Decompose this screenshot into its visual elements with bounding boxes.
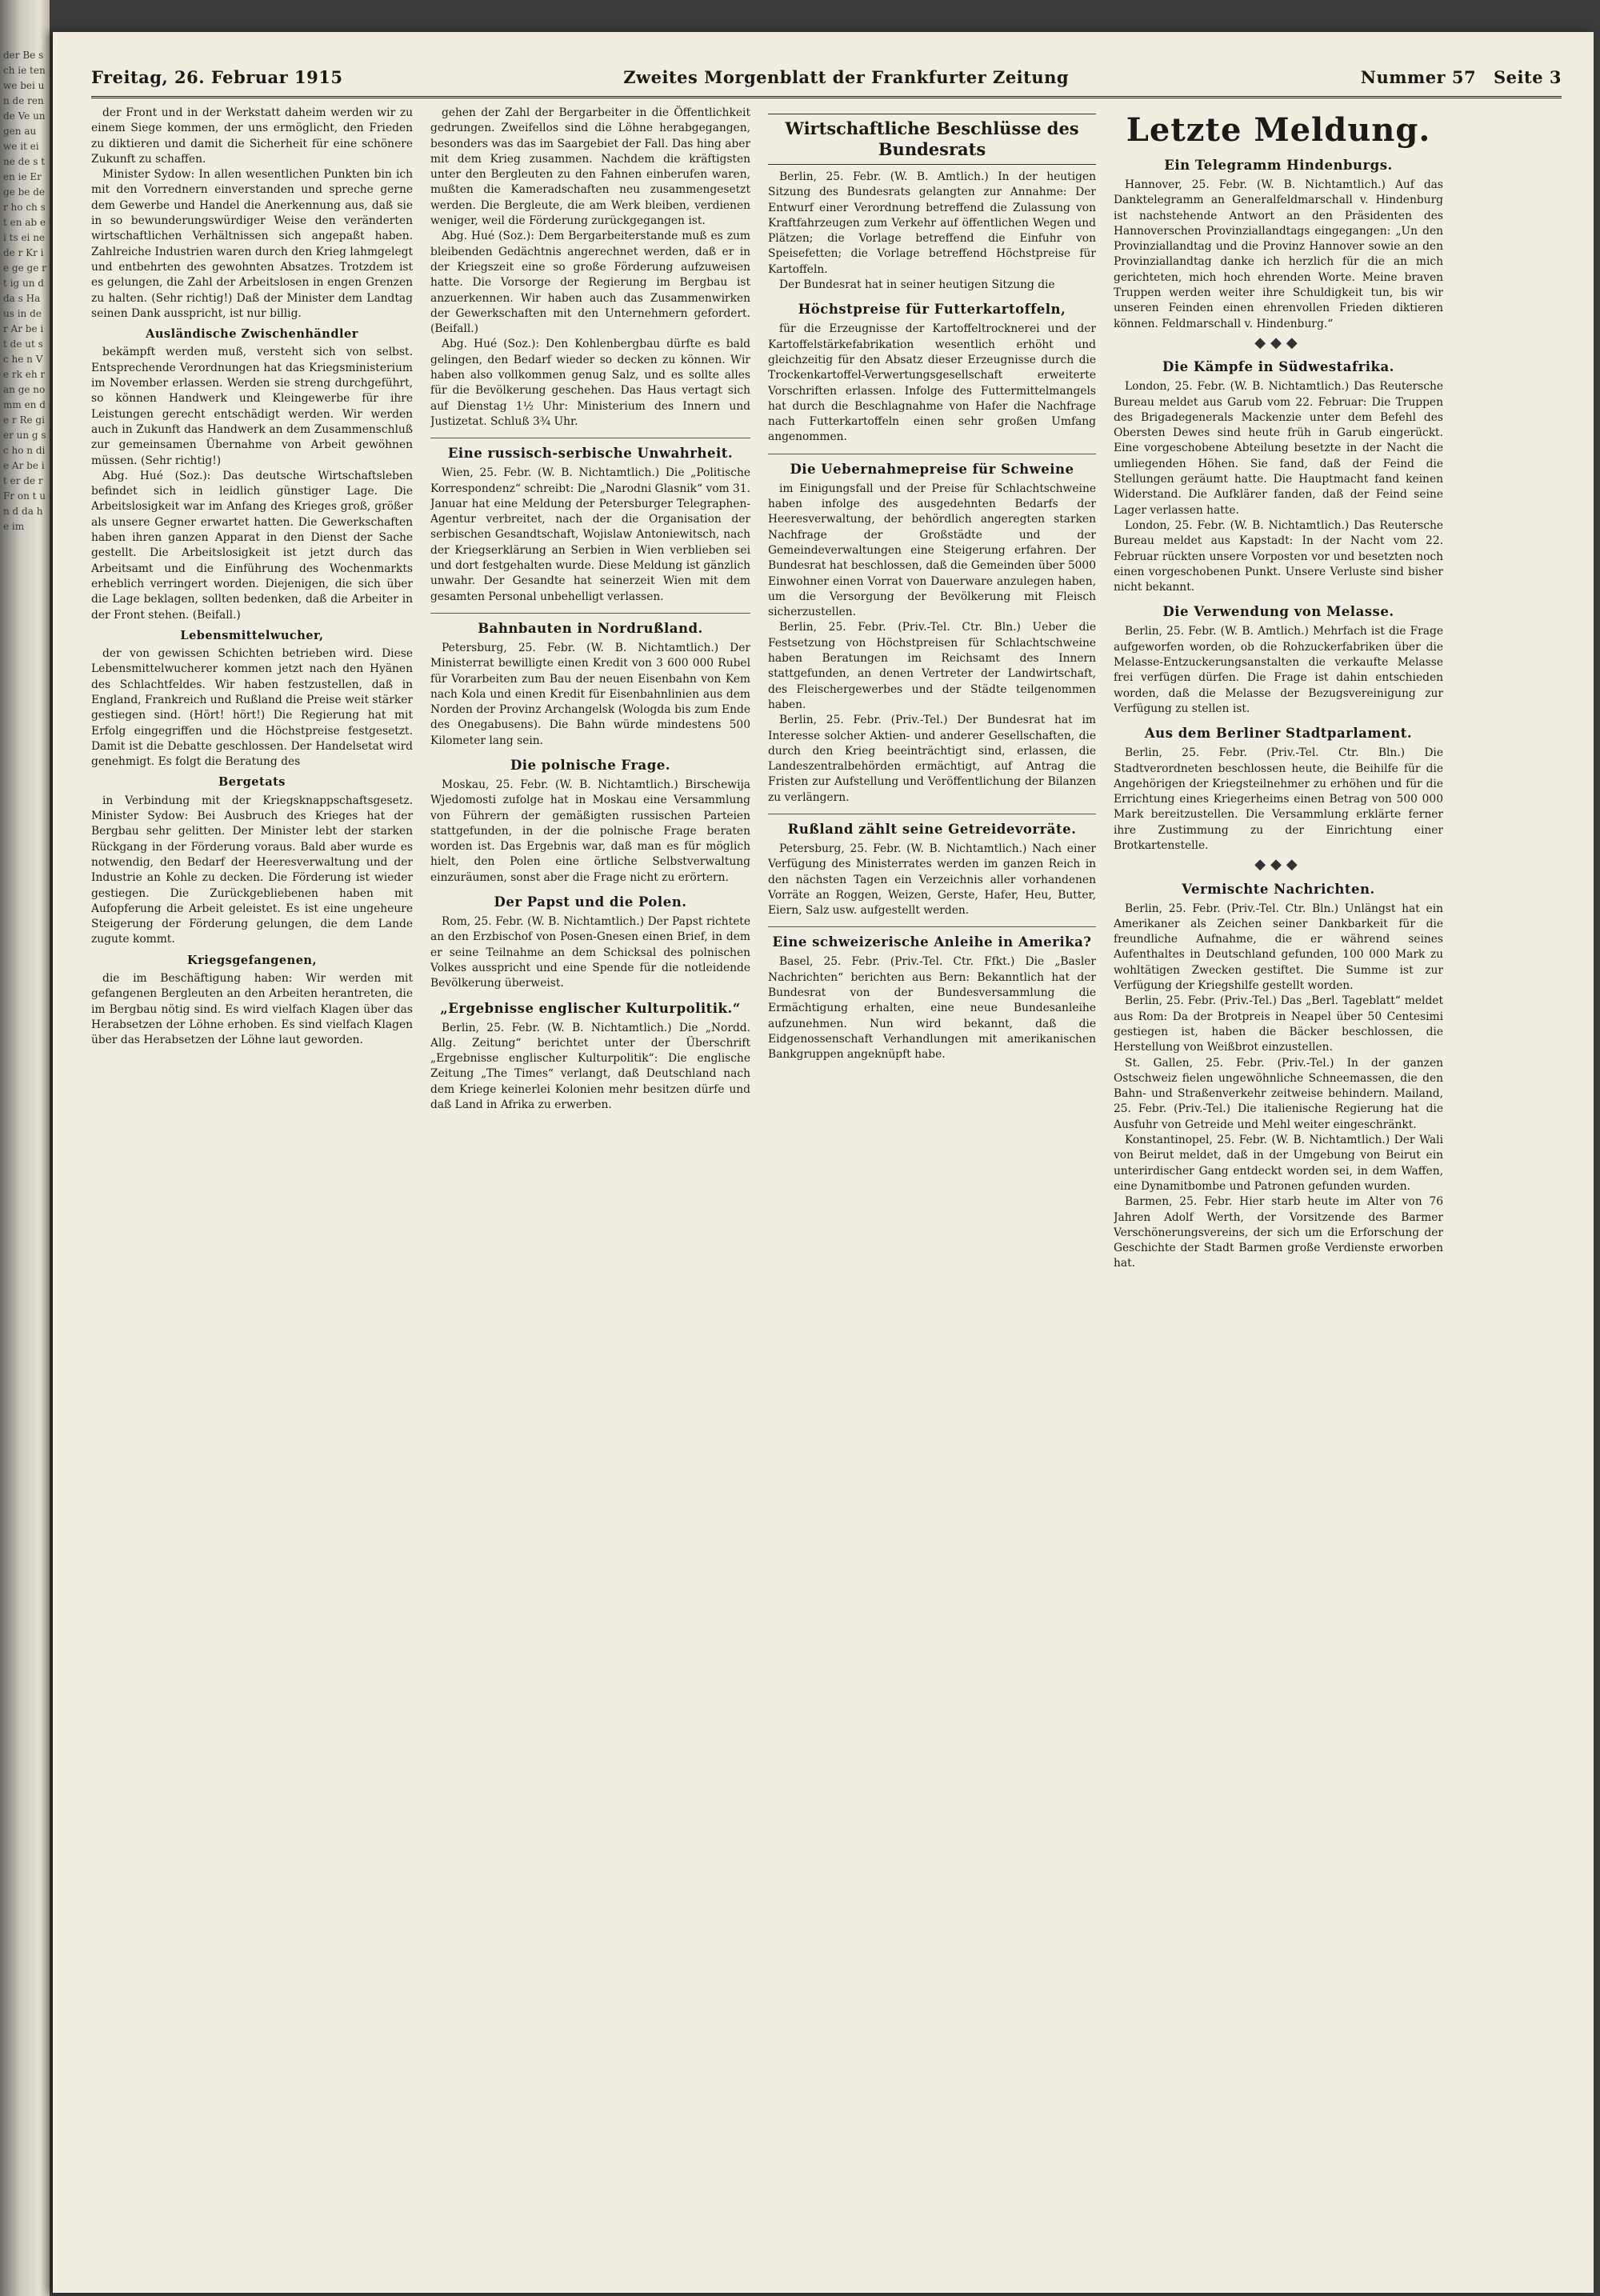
subheading: Kriegsgefangenen,	[186, 953, 318, 967]
header-page-number: Seite 3	[1493, 67, 1562, 87]
paragraph: bekämpft werden muß, versteht sich von selbst. Entsprechende Verordnungen hat das Kriegsministerium im November erlassen. Werden sie streng durchgeführt, so können Handwerk und Kleingewerbe für ihre Leistungen gerecht entschädigt werden. Wir werden auch in Zukunft das Handwerk an dem Zusammenschluß zur gemeinsamen Übernahme von Arbeit gewöhnen müssen. (Sehr richtig!)	[91, 346, 413, 467]
paragraph: der von gewissen Schichten betrieben wird. Diese Lebensmittelwucherer kommen jetzt nach den Hyänen des Schlachtfeldes. Wir haben festzustellen, daß in England, Frankreich und Rußland die Preise weit stärker gestiegen sind. (Hört! hört!) Die Regierung hat mit Erfolg eingegriffen und die Höchstpreise festgesetzt. Damit ist die Debatte geschlossen. Der Handelsetat wird genehmigt. Es folgt die Beratung des	[91, 647, 413, 769]
header-paper-name: Zweites Morgenblatt der Frankfurter Zeitung	[623, 67, 1070, 87]
article-columns	[91, 106, 1562, 2261]
paragraph: Moskau, 25. Febr. (W. B. Nichtamtlich.) Birschewija Wjedomosti zufolge hat in Moskau eine Versammlung von Führern der gemäßigten russischen Parteien stattgefunden, in der die polnische Frage beraten worden ist. Das Ergebnis war, daß man es für möglich hielt, den Polen eine örtliche Selbstverwaltung einzuräumen, sonst aber die Frage nicht zu erörtern.	[430, 778, 750, 884]
paragraph: Konstantinopel, 25. Febr. (W. B. Nichtamtlich.) Der Wali von Beirut meldet, daß in der Umgebung von Beirut ein unterirdischer Gang entdeckt worden sei, in dem Waffen, eine Dynamitbombe und Patronen gefunden wurden.	[1114, 1134, 1443, 1193]
ornament-divider: ◆◆◆	[1254, 334, 1302, 351]
section-title: Wirtschaftliche Beschlüsse des Bundesrats	[768, 114, 1096, 165]
paragraph: St. Gallen, 25. Febr. (Priv.-Tel.) In der ganzen Ostschweiz fielen ungewöhnliche Schneemassen, die den Bahn- und Straßenverkehr zeitweise behindern. Mailand, 25. Febr. (Priv.-Tel.) Die italienische Regierung hat die Ausfuhr von Getreide und Mehl weiter eingeschränkt.	[1114, 1056, 1443, 1131]
column-1	[91, 106, 413, 2261]
paragraph: Berlin, 25. Febr. (W. B. Amtlich.) Mehrfach ist die Frage aufgeworfen worden, ob die Rohzuckerfabriken über die Melasse-Entzuckerungsanstalten die verkaufte Melasse frei verfügen dürfen. Die Frage ist dahin entschieden worden, daß die Melasse der Bezugsvereinigung zur Verfügung zu stellen ist.	[1114, 625, 1443, 715]
header-page-info	[1350, 67, 1562, 87]
paragraph: Basel, 25. Febr. (Priv.-Tel. Ctr. Ffkt.) Die „Basler Nachrichten“ berichten aus Bern: Bekanntlich hat der Bundesrat von der Bundesversammlung die Ermächtigung erhalten, eine neue Bundesanleihe aufzunehmen. Nun wird bekannt, daß die Eidgenossenschaft Verhandlungen mit amerikanischen Bankgruppen angeknüpft habe.	[768, 955, 1096, 1062]
article-heading: Die Kämpfe in Südwestafrika.	[1162, 359, 1394, 375]
adjacent-page-edge	[0, 0, 50, 2296]
subheading: Bergetats	[218, 775, 286, 790]
article-heading: Der Papst und die Polen.	[494, 894, 687, 910]
article-heading: Eine schweizerische Anleihe in Amerika?	[768, 926, 1096, 950]
paragraph: Wien, 25. Febr. (W. B. Nichtamtlich.) Die „Politische Korrespondenz“ schreibt: Die „Narodni Glasnik“ vom 31. Januar hat eine Meldung der Petersburger Telegraphen-Agentur verbreitet, nach der die Organisation der serbischen Gesandtschaft, Wojislaw Antoniewitsch, nach der Kriegserklärung an Serbien in Wien verblieben sei und dort festgehalten wurde. Diese Meldung ist gänzlich unwahr. Der Gesandte hat seinerzeit Wien mit dem gesamten Personal unbehelligt verlassen.	[430, 466, 750, 603]
column-3	[768, 106, 1096, 2261]
paragraph: Abg. Hué (Soz.): Das deutsche Wirtschaftsleben befindet sich in leidlich günstiger Lage. Die Arbeitslosigkeit war im Anfang des Krieges groß, größer als unsere Gegner erwartet hatten. Die Gewerkschaften haben ihren ganzen Apparat in den Dienst der Sache gestellt. Die Arbeitslosigkeit ist jetzt durch das Arbeitsamt und die Einführung des Wochenmarkts erheblich verringert worden. Diejenigen, die sich über die Lage beklagen, sollten bedenken, daß die Arbeiter in der Front stehen. (Beifall.)	[91, 469, 413, 622]
paragraph: Berlin, 25. Febr. (W. B. Amtlich.) In der heutigen Sitzung des Bundesrats gelangten zur Annahme: Der Entwurf einer Verordnung betreffend die Zulassung von Kraftfahrzeugen zum Verkehr auf öffentlichen Wegen und Plätzen; die Vorlage betreffend die Einfuhr von Speisefetten; die Vorlage betreffend Höchstpreise für Kartoffeln.	[768, 170, 1096, 276]
paragraph: in Verbindung mit der Kriegsknappschaftsgesetz. Minister Sydow: Bei Ausbruch des Krieges hat der Bergbau sehr gelitten. Der Minister lebt der starken Rückgang in der Förderung voraus. Bald aber wurde es notwendig, den Bedarf der Heeresverwaltung und der Industrie an Kohle zu decken. Die Förderung ist wieder gestiegen. Die Zurückgebliebenen haben mit Aufopferung die Arbeit geleistet. Es ist eine ungeheure Steigerung der Förderung gelungen, die dem Lande zugute kommt.	[91, 794, 413, 946]
paragraph: im Einigungsfall und der Preise für Schlachtschweine haben infolge des ausgedehnten Bedarfs der Heeresverwaltung, der behördlich angeregten starken Nachfrage der Großstädte und der Gemeindeverwaltungen eine Steigerung erfahren. Der Bundesrat hat beschlossen, daß die Gemeinden über 5000 Einwohner einen Vorrat von Dauerware anzulegen haben, um die Versorgung der Bevölkerung mit Fleisch sicherzustellen.	[768, 482, 1096, 619]
paragraph: Berlin, 25. Febr. (Priv.-Tel.) Das „Berl. Tageblatt“ meldet aus Rom: Da der Brotpreis in Neapel über 50 Centesimi gestiegen ist, haben die Bäcker beschlossen, die Herstellung von Weißbrot einzustellen.	[1114, 994, 1443, 1054]
paragraph: Hannover, 25. Febr. (W. B. Nichtamtlich.) Auf das Danktelegramm an Generalfeldmarschall v. Hindenburg ist nachstehende Antwort an den Präsidenten des Hannoverschen Provinziallandtags eingegangen: „Un den Provinziallandtag und die Provinz Hannover sowie an den Provinziallandtag danke ich herzlich für die an mich gerichteten, mich hoch ehrenden Worte. Meine braven Truppen werden weiter ihre Schuldigkeit tun, bis wir unseren Feinden einen ehrenvollen Frieden diktieren können. Feldmarschall v. Hindenburg.“	[1114, 178, 1443, 330]
article-heading: Aus dem Berliner Stadtparlament.	[1144, 726, 1413, 742]
header-date: Freitag, 26. Februar 1915	[91, 67, 343, 87]
paragraph: die im Beschäftigung haben: Wir werden mit gefangenen Bergleuten an den Arbeiten herantreten, die im Bergbau nötig sind. Es wird vielfach Klagen über das Herabsetzen der Löhne erhoben. Es sind vielfach Klagen über das Herabsetzen der Löhne laut geworden.	[91, 972, 413, 1047]
paragraph: Der Bundesrat hat in seiner heutigen Sitzung die	[779, 278, 1055, 292]
column-4	[1114, 106, 1443, 2261]
subheading: Lebensmittelwucher,	[180, 628, 324, 642]
header-issue-number: Nummer 57	[1360, 67, 1477, 87]
article-heading: Rußland zählt seine Getreidevorräte.	[768, 814, 1096, 838]
article-heading: Vermischte Nachrichten.	[1182, 881, 1375, 897]
paragraph: Petersburg, 25. Febr. (W. B. Nichtamtlich.) Der Ministerrat bewilligte einen Kredit von 3 600 000 Rubel für Vorarbeiten zum Bau der neuen Eisenbahn von Kem nach Kola und einen Kredit für Eisenbahnlinien aus dem Norden der Provinz Archangelsk (Wologda bis zum Ende des Onegabusens). Die Bahn würde mindestens 500 Kilometer lang sein.	[430, 641, 750, 747]
paragraph: der Front und in der Werkstatt daheim werden wir zu einem Siege kommen, der uns ermöglicht, den Frieden zu diktieren und damit die Sicherheit für eine schönere Zukunft zu schaffen.	[91, 106, 413, 166]
paragraph: Barmen, 25. Febr. Hier starb heute im Alter von 76 Jahren Adolf Werth, der Vorsitzende des Barmer Verschönerungsvereins, der sich um die Erforschung der Geschichte der Stadt Barmen große Verdienste erworben hat.	[1114, 1195, 1443, 1270]
subheading: Ausländische Zwischenhändler	[146, 327, 358, 342]
page-header	[91, 67, 1562, 98]
article-heading: Höchstpreise für Futterkartoffeln,	[798, 302, 1066, 318]
paragraph: London, 25. Febr. (W. B. Nichtamtlich.) Das Reutersche Bureau meldet aus Kapstadt: In der Nacht vom 22. Februar rückten unsere Vorposten vor und besetzten noch einen vorgeschobenen Punkt. Unsere Verluste sind bisher nicht bekannt.	[1114, 518, 1443, 594]
column-2	[430, 106, 750, 2261]
article-heading: Bahnbauten in Nordrußland.	[430, 613, 750, 637]
paragraph: Berlin, 25. Febr. (Priv.-Tel. Ctr. Bln.) Die Stadtverordneten beschlossen heute, die Beihilfe für die Angehörigen der Kriegsteilnehmer zu erhöhen und für die Errichtung eines Kriegerheims einen Betrag von 500 000 Mark bereitzustellen. Die Versammlung erklärte ferner ihre Zustimmung zu der Einrichtung einer Brotkartenstelle.	[1114, 746, 1443, 852]
article-heading: Ein Telegramm Hindenburgs.	[1164, 158, 1393, 173]
article-heading: Die Verwendung von Melasse.	[1162, 604, 1394, 620]
paragraph: Berlin, 25. Febr. (Priv.-Tel. Ctr. Bln.) Unlängst hat ein Amerikaner als Zeichen seiner Dankbarkeit für die freundliche Aufnahme, die er während seines Aufenthaltes in Deutschland gefunden, 100 000 Mark zu wohltätigen Zwecken gestiftet. Die Summe ist zur Verfügung der Kriegshilfe gestellt worden.	[1114, 902, 1443, 993]
newspaper-page	[53, 32, 1594, 2293]
paragraph: Petersburg, 25. Febr. (W. B. Nichtamtlich.) Nach einer Verfügung des Ministerrates werden im ganzen Reich in den nächsten Tagen ein Verzeichnis aller vorhandenen Vorräte an Roggen, Weizen, Gerste, Hafer, Heu, Butter, Eiern, Salz usw. aufgestellt werden.	[768, 842, 1096, 918]
article-heading: Die Uebernahmepreise für Schweine	[768, 454, 1096, 478]
paragraph: Abg. Hué (Soz.): Den Kohlenbergbau dürfte es bald gelingen, den Bedarf wieder so decken zu können. Wir haben also vollkommen genug Salz, und es sollte alles für die Bevölkerung geschehen. Das Haus vertagt sich auf Dienstag 1½ Uhr: Ministerium des Innern und Justizetat. Schluß 3¾ Uhr.	[430, 338, 750, 428]
article-heading: Die polnische Frage.	[510, 757, 671, 773]
adjacent-page-text: der Be sch ie ten we bei un de ren de Ve un gen au we it ei ne de s ten ie Er ge be de r ho ch st en ab ei ts ei ne de r Kr ie ge ge rt ig un d da s Ha us in de r Ar be it de ut sc he n Ve rk eh r an ge no mm en de r Re gi er un g sc ho n di e Ar be it er de r Fr on t un d da he im	[3, 50, 46, 532]
paragraph: gehen der Zahl der Bergarbeiter in die Öffentlichkeit gedrungen. Zweifellos sind die Löhne herabgegangen, besonders was das im Saargebiet der Fall. Das hing aber mit dem Krieg zusammen. Nachdem die kräftigsten unter den Bergleuten zu den Fahnen einberufen waren, mußten die Kameradschaften neu zusammengesetzt werden. Die Bergleute, die am Werk bleiben, verdienen weniger, weil die Förderung zurückgegangen ist.	[430, 106, 750, 228]
section-title-letzte-meldung: Letzte Meldung.	[1126, 111, 1431, 149]
ornament-divider: ◆◆◆	[1254, 856, 1302, 874]
paragraph: Berlin, 25. Febr. (Priv.-Tel.) Der Bundesrat hat im Interesse solcher Aktien- und anderer Gesellschaften, die durch den Krieg beeinträchtigt sind, erlassen, die Landeszentralbehörden ermächtigt, auf Antrag die Fristen zur Aufstellung und Veröffentlichung der Bilanzen zu verlängern.	[768, 714, 1096, 804]
paragraph: Berlin, 25. Febr. (W. B. Nichtamtlich.) Die „Nordd. Allg. Zeitung“ berichtet unter der Überschrift „Ergebnisse englischer Kulturpolitik“: Die englische Zeitung „The Times“ verlangt, daß Deutschland nach dem Kriege keinerlei Kolonien mehr besitzen dürfe und daß Land in Afrika zu erwerben.	[430, 1021, 750, 1112]
paragraph: für die Erzeugnisse der Kartoffeltrocknerei und der Kartoffelstärkefabrikation wesentlich erhöht und gleichzeitig für den Absatz dieser Erzeugnisse durch die Trockenkartoffel-Verwertungsgesellschaft erweiterte Vorschriften erlassen. Infolge des Futtermittelmangels hat durch die Beschlagnahme von Hafer die Nachfrage nach Futterkartoffeln einen sehr großen Umfang angenommen.	[768, 322, 1096, 444]
article-heading: „Ergebnisse englischer Kulturpolitik.“	[440, 1000, 741, 1016]
paragraph: Berlin, 25. Febr. (Priv.-Tel. Ctr. Bln.) Ueber die Festsetzung von Höchstpreisen für Schlachtschweine haben Beratungen im Reichsamt des Innern stattgefunden, an denen Vertreter der Landwirtschaft, des Fleischergewerbes und der Städte teilgenommen haben.	[768, 621, 1096, 711]
article-heading: Eine russisch-serbische Unwahrheit.	[430, 438, 750, 462]
paragraph: Rom, 25. Febr. (W. B. Nichtamtlich.) Der Papst richtete an den Erzbischof von Posen-Gnesen einen Brief, in dem er seine Teilnahme an dem Schicksal des polnischen Volkes ausspricht und eine Spende für die notleidende Bevölkerung überweist.	[430, 915, 750, 990]
paragraph: London, 25. Febr. (W. B. Nichtamtlich.) Das Reutersche Bureau meldet aus Garub vom 22. Februar: Die Truppen des Brigadegenerals Mackenzie unter dem Befehl des Obersten Dewes sind heute früh in Garub eingerückt. Eine vorgeschobene Abteilung besetzte in der Nacht die umliegenden Höhen. Sie fand, daß der Feind die Stellungen geräumt hatte. Die Hauptmacht fand keinen Widerstand. Die Aufklärer fanden, daß der Feind seine Lager verlassen hatte.	[1114, 380, 1443, 517]
paragraph: Abg. Hué (Soz.): Dem Bergarbeiterstande muß es zum bleibenden Gedächtnis angerechnet werden, daß er in der Kriegszeit eine so große Förderung aufzuweisen hatte. Die Vorsorge der Regierung im Bergbau ist anzuerkennen. Wir haben auch das Zusammenwirken der Gewerkschaften mit den Unternehmern gefordert. (Beifall.)	[430, 230, 750, 336]
paragraph: Minister Sydow: In allen wesentlichen Punkten bin ich mit den Vorrednern einverstanden und spreche gerne dem Gewerbe und Handel die Anerkennung aus, daß sie in so bewunderungswürdiger Weise den veränderten wirtschaftlichen Verhältnissen sich angepaßt haben. Zahlreiche Industrien waren durch den Krieg lahmgelegt und entbehrten des gewohnten Absatzes. Trotzdem ist es gelungen, die Zahl der Arbeitslosen in engen Grenzen zu halten. (Sehr richtig!) Daß der Minister dem Landtag seinen Dank ausspricht, ist nur billig.	[91, 168, 413, 320]
